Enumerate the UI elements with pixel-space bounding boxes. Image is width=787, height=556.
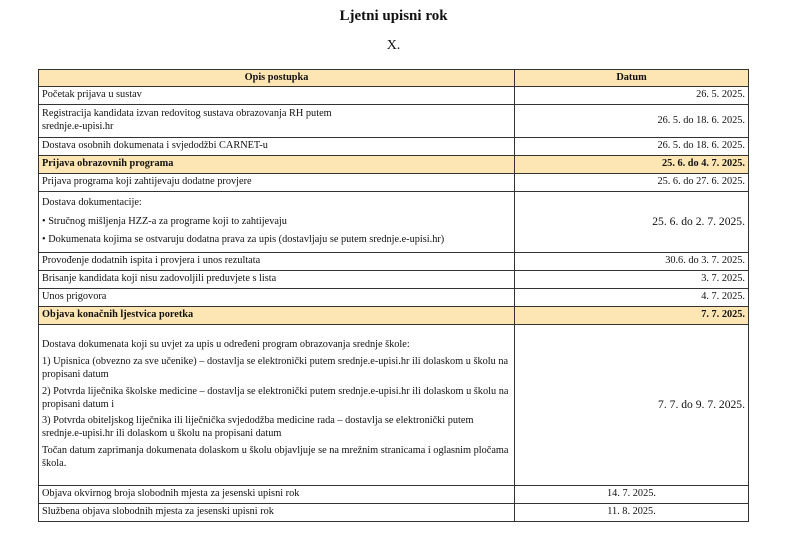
table-row [39,174,749,192]
header-description: Opis postupka [39,70,515,87]
table-row-highlighted [39,156,749,174]
row-description-line: Registracija kandidata izvan redovitog sustava obrazovanja RH putem [42,108,332,120]
bullet-item: • Dokumenata kojima se ostvaruju dodatna prava za upis (dostavljaju se putem srednje.e-upisi.hr) [42,234,511,247]
row-description-line: Dostava dokumentacije: [42,196,142,208]
row-description: Početak prijava u sustav [39,87,515,105]
row-description-line: srednje.e-upisi.hr [42,121,114,132]
row-paragraph: Točan datum zaprimanja dokumenata dolaskom u školu objavljuje se na mrežnim stranicama i oglasnim pločama škola. [42,445,509,469]
row-description: Brisanje kandidata koji nisu zadovoljili preduvjete s lista [39,271,515,289]
row-description [39,105,515,138]
row-date: 14. 7. 2025. [515,486,749,504]
row-description: Dostava osobnih dokumenata i svjedodžbi CARNET-u [39,138,515,156]
table-row [39,105,749,138]
row-description [39,192,515,253]
row-date: 26. 5. do 18. 6. 2025. [515,105,749,138]
table-row [39,289,749,307]
row-date: 3. 7. 2025. [515,271,749,289]
row-description: Prijava obrazovnih programa [39,156,515,174]
row-description: Prijava programa koji zahtijevaju dodatne provjere [39,174,515,192]
bullet-item: • Stručnog mišljenja HZZ-a za programe koji to zahtijevaju [42,216,511,229]
table-row [39,87,749,105]
table-header-row [39,70,749,87]
row-paragraph: Dostava dokumenata koji su uvjet za upis u određeni program obrazovanja srednje škole: [42,339,410,351]
table-row [39,253,749,271]
row-date: 4. 7. 2025. [515,289,749,307]
row-date: 30.6. do 3. 7. 2025. [515,253,749,271]
table-row [39,325,749,486]
table-row [39,504,749,522]
page-title: Ljetni upisni rok [339,8,448,24]
table-row [39,192,749,253]
row-date: 25. 6. do 4. 7. 2025. [515,156,749,174]
row-date: 7. 7. 2025. [515,307,749,325]
header-date: Datum [515,70,749,87]
row-description: Provođenje dodatnih ispita i provjera i unos rezultata [39,253,515,271]
row-description: Objava okvirnog broja slobodnih mjesta za jesenski upisni rok [39,486,515,504]
row-description: Unos prigovora [39,289,515,307]
section-number: X. [386,38,401,53]
row-date: 26. 5. do 18. 6. 2025. [515,138,749,156]
row-description: Objava konačnih ljestvica poretka [39,307,515,325]
row-date: 7. 7. do 9. 7. 2025. [515,325,749,486]
table-row [39,271,749,289]
table-row [39,486,749,504]
row-description: Službena objava slobodnih mjesta za jesenski upisni rok [39,504,515,522]
row-date: 11. 8. 2025. [515,504,749,522]
row-date: 25. 6. do 27. 6. 2025. [515,174,749,192]
schedule-table [38,69,749,522]
row-date: 25. 6. do 2. 7. 2025. [515,192,749,253]
table-row [39,138,749,156]
row-date: 26. 5. 2025. [515,87,749,105]
row-paragraph: 3) Potvrda obiteljskog liječnika ili liječnička svjedodžba medicine rada – dostavlja se elektronički putem srednje.e-upisi.hr ili dolaskom u školu na propisani datum [42,415,474,440]
row-paragraph: 1) Upisnica (obvezno za sve učenike) – dostavlja se elektronički putem srednje.e-upisi.hr ili dolaskom u školu na propisani datum [42,355,509,380]
row-paragraph: 2) Potvrda liječnika školske medicine – dostavlja se elektronički putem srednje.e-upisi.hr ili dolaskom u školu na propisani datum i [42,385,509,410]
row-description [39,325,515,486]
table-row-highlighted [39,307,749,325]
